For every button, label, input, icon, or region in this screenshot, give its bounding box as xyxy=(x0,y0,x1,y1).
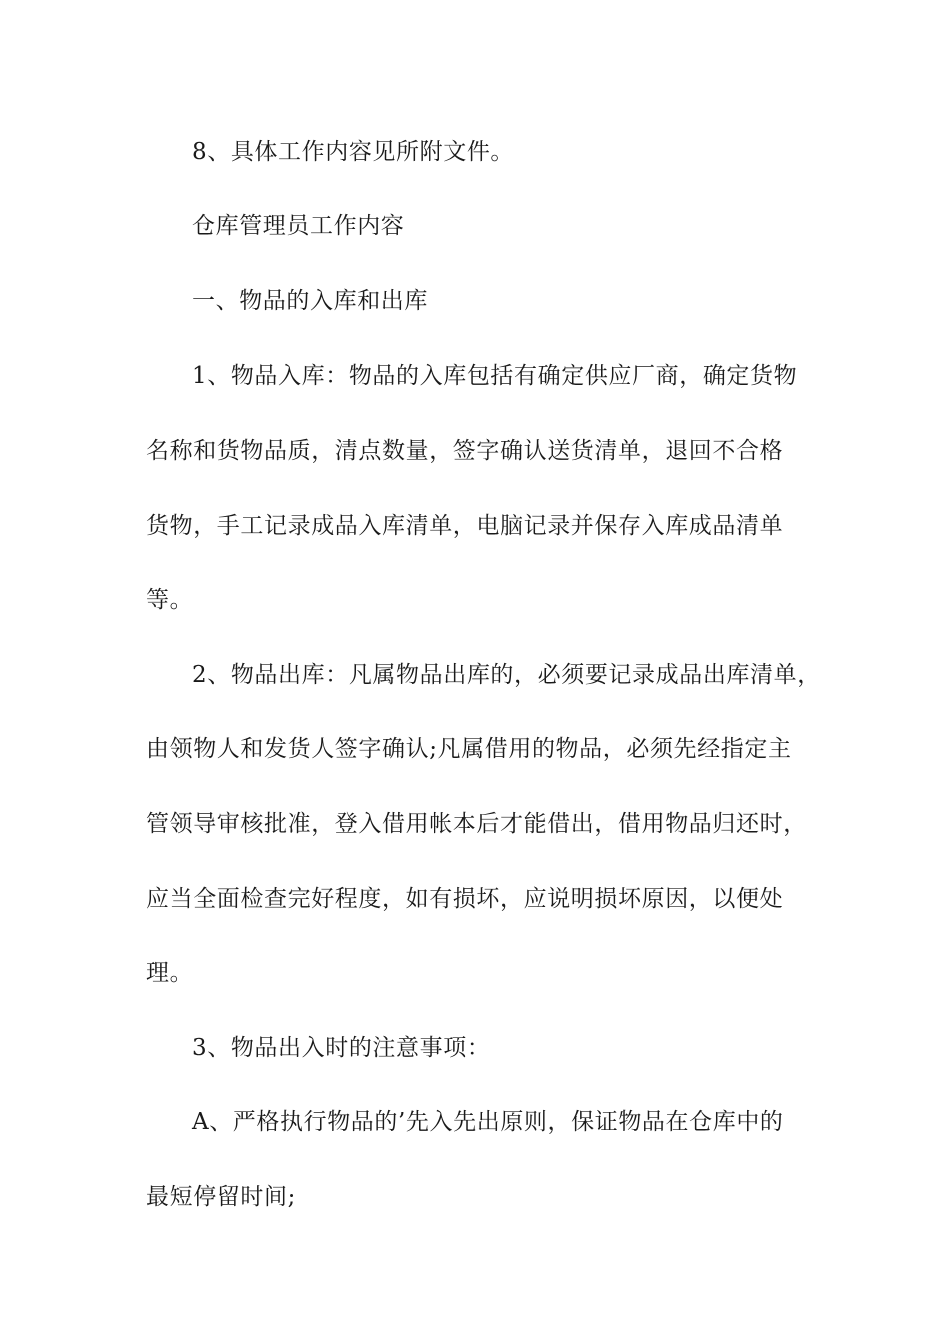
paragraph-line: 应当全面检查完好程度，如有损坏，应说明损坏原因，以便处 xyxy=(146,886,784,912)
paragraph-line: 由领物人和发货人签字确认;凡属借用的物品，必须先经指定主 xyxy=(146,736,792,762)
section-heading: 仓库管理员工作内容 xyxy=(192,213,405,239)
paragraph-line: 等。 xyxy=(146,587,194,613)
paragraph-line: 2、物品出库：凡属物品出库的，必须要记录成品出库清单， xyxy=(192,662,821,688)
paragraph-line: 货物，手工记录成品入库清单，电脑记录并保存入库成品清单 xyxy=(146,513,784,539)
paragraph-line: A、严格执行物品的’先入先出原则，保证物品在仓库中的 xyxy=(192,1109,784,1135)
paragraph-line: 3、物品出入时的注意事项： xyxy=(192,1035,491,1061)
paragraph-line: 8、具体工作内容见所附文件。 xyxy=(192,139,515,165)
paragraph-line: 1、物品入库：物品的入库包括有确定供应厂商，确定货物 xyxy=(192,363,798,389)
paragraph-line: 最短停留时间; xyxy=(146,1184,296,1210)
paragraph-line: 理。 xyxy=(146,960,194,986)
paragraph-line: 名称和货物品质，清点数量，签字确认送货清单，退回不合格 xyxy=(146,438,784,464)
subsection-heading: 一、物品的入库和出库 xyxy=(192,288,428,314)
paragraph-line: 管领导审核批准，登入借用帐本后才能借出，借用物品归还时， xyxy=(146,811,807,837)
